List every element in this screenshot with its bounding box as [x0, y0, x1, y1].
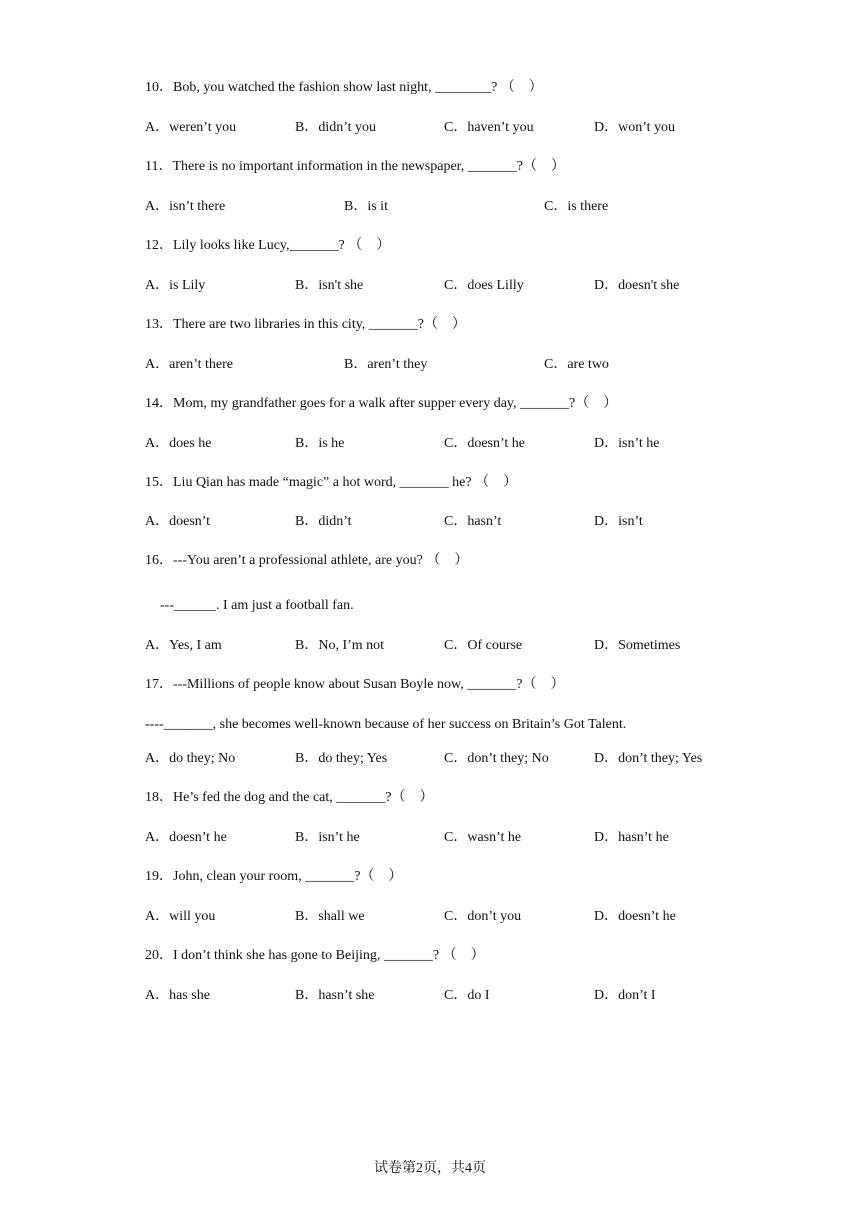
question-18-options: [145, 829, 785, 847]
question-16-response: ---______. I am just a football fan.: [160, 598, 354, 613]
question-16-stem: 16．---You aren’t a professional athlete, are you? （ ）: [145, 553, 469, 568]
option-c: C．hasn’t: [444, 514, 502, 529]
option-b: B．shall we: [295, 909, 365, 924]
option-b: B．hasn’t she: [295, 988, 375, 1003]
option-d: D．doesn't she: [594, 278, 680, 293]
question-16-options: [145, 637, 785, 655]
option-d: D．doesn’t he: [594, 909, 676, 924]
question-13-options: [145, 356, 785, 374]
option-c: C．does Lilly: [444, 278, 524, 293]
option-d: D．hasn’t he: [594, 830, 669, 845]
question-18-stem: 18．He’s fed the dog and the cat, _______?（ ）: [145, 790, 434, 805]
option-d: D．isn’t: [594, 514, 643, 529]
option-d: D．isn’t he: [594, 436, 660, 451]
option-d: D．won’t you: [594, 120, 676, 135]
option-a: A．does he: [145, 436, 212, 451]
option-a: A．has she: [145, 988, 210, 1003]
question-15-options: [145, 513, 785, 531]
option-b: B．is it: [344, 199, 388, 214]
question-17-response: ----_______, she becomes well-known because of her success on Britain’s Got Talent.: [145, 717, 627, 732]
option-c: C．is there: [544, 199, 609, 214]
option-b: B．is he: [295, 436, 345, 451]
option-c: C．do I: [444, 988, 490, 1003]
question-13-stem: 13．There are two libraries in this city, _______?（ ）: [145, 317, 467, 332]
option-c: C．don’t you: [444, 909, 522, 924]
question-12-stem: 12．Lily looks like Lucy,_______? （ ）: [145, 238, 391, 253]
option-b: B．do they; Yes: [295, 751, 388, 766]
option-a: A．is Lily: [145, 278, 206, 293]
option-a: A．weren’t you: [145, 120, 237, 135]
question-10-stem: 10．Bob, you watched the fashion show last night, ________? （ ）: [145, 80, 543, 95]
option-a: A．doesn’t he: [145, 830, 227, 845]
question-20-options: [145, 987, 785, 1005]
option-b: B．isn't she: [295, 278, 364, 293]
option-d: D．Sometimes: [594, 638, 681, 653]
question-11-stem: 11．There is no important information in the newspaper, _______?（ ）: [145, 159, 565, 174]
option-a: A．will you: [145, 909, 216, 924]
question-15-stem: 15．Liu Qian has made “magic” a hot word, _______ he? （ ）: [145, 475, 518, 490]
option-a: A．do they; No: [145, 751, 236, 766]
option-b: B．No, I’m not: [295, 638, 385, 653]
option-b: B．aren’t they: [344, 357, 428, 372]
option-a: A．isn’t there: [145, 199, 226, 214]
question-19-options: [145, 908, 785, 926]
option-c: C．Of course: [444, 638, 523, 653]
question-17-options: [145, 750, 785, 768]
option-c: C．doesn’t he: [444, 436, 526, 451]
question-11-options: [145, 198, 785, 216]
option-d: D．don’t I: [594, 988, 656, 1003]
question-14-options: [145, 435, 785, 453]
question-20-stem: 20．I don’t think she has gone to Beijing, _______? （ ）: [145, 948, 485, 963]
option-b: B．didn’t you: [295, 120, 377, 135]
option-c: C．are two: [544, 357, 609, 372]
page-footer: 试卷第2页，共4页: [374, 1161, 486, 1176]
option-b: B．isn’t he: [295, 830, 360, 845]
option-b: B．didn’t: [295, 514, 352, 529]
question-14-stem: 14．Mom, my grandfather goes for a walk after supper every day, _______?（ ）: [145, 396, 618, 411]
option-c: C．haven’t you: [444, 120, 534, 135]
question-10-options: [145, 119, 785, 137]
option-a: A．Yes, I am: [145, 638, 222, 653]
question-17-stem: 17．---Millions of people know about Susan Boyle now, _______?（ ）: [145, 677, 565, 692]
question-12-options: [145, 277, 785, 295]
option-a: A．aren’t there: [145, 357, 233, 372]
question-19-stem: 19．John, clean your room, _______?（ ）: [145, 869, 403, 884]
option-c: C．wasn’t he: [444, 830, 522, 845]
option-c: C．don’t they; No: [444, 751, 549, 766]
option-a: A．doesn’t: [145, 514, 211, 529]
option-d: D．don’t they; Yes: [594, 751, 703, 766]
